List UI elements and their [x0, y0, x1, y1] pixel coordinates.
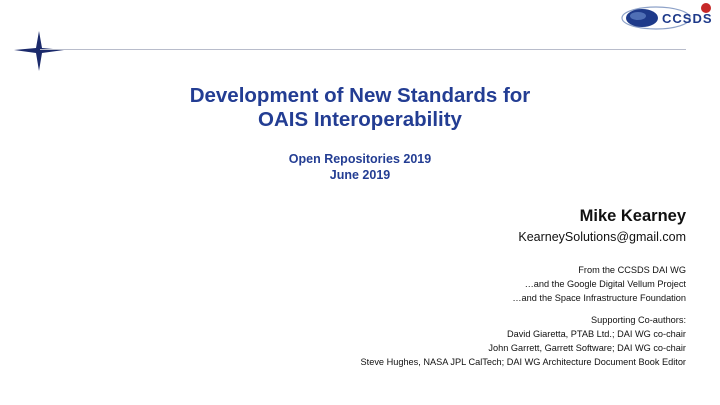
star-icon	[14, 31, 64, 71]
coauthors-block	[361, 313, 686, 369]
slide-subtitle	[0, 151, 720, 183]
affiliation-item: From the CCSDS DAI WG	[578, 265, 686, 275]
slide-title	[0, 84, 720, 132]
affiliation-item: …and the Space Infrastructure Foundation	[512, 293, 686, 303]
header-rule	[40, 49, 686, 50]
subtitle-date: June 2019	[329, 168, 391, 182]
affiliations-block	[512, 263, 686, 305]
title-line-1: Development of New Standards for	[189, 84, 531, 107]
coauthor-item: David Giaretta, PTAB Ltd.; DAI WG co-chair	[506, 329, 686, 339]
coauthor-item: John Garrett, Garrett Software; DAI WG co-chair	[488, 343, 686, 353]
author-email: KearneySolutions@gmail.com	[518, 230, 686, 244]
title-line-2: OAIS Interoperability	[258, 108, 462, 131]
logo-text: CCSDS	[662, 11, 713, 26]
coauthors-heading: Supporting Co-authors:	[591, 315, 686, 325]
coauthor-item: Steve Hughes, NASA JPL CalTech; DAI WG Architecture Document Book Editor	[360, 357, 686, 367]
affiliation-item: …and the Google Digital Vellum Project	[524, 279, 686, 289]
author-name: Mike Kearney	[579, 207, 686, 225]
ccsds-logo	[612, 2, 718, 30]
subtitle-event: Open Repositories 2019	[288, 152, 432, 166]
